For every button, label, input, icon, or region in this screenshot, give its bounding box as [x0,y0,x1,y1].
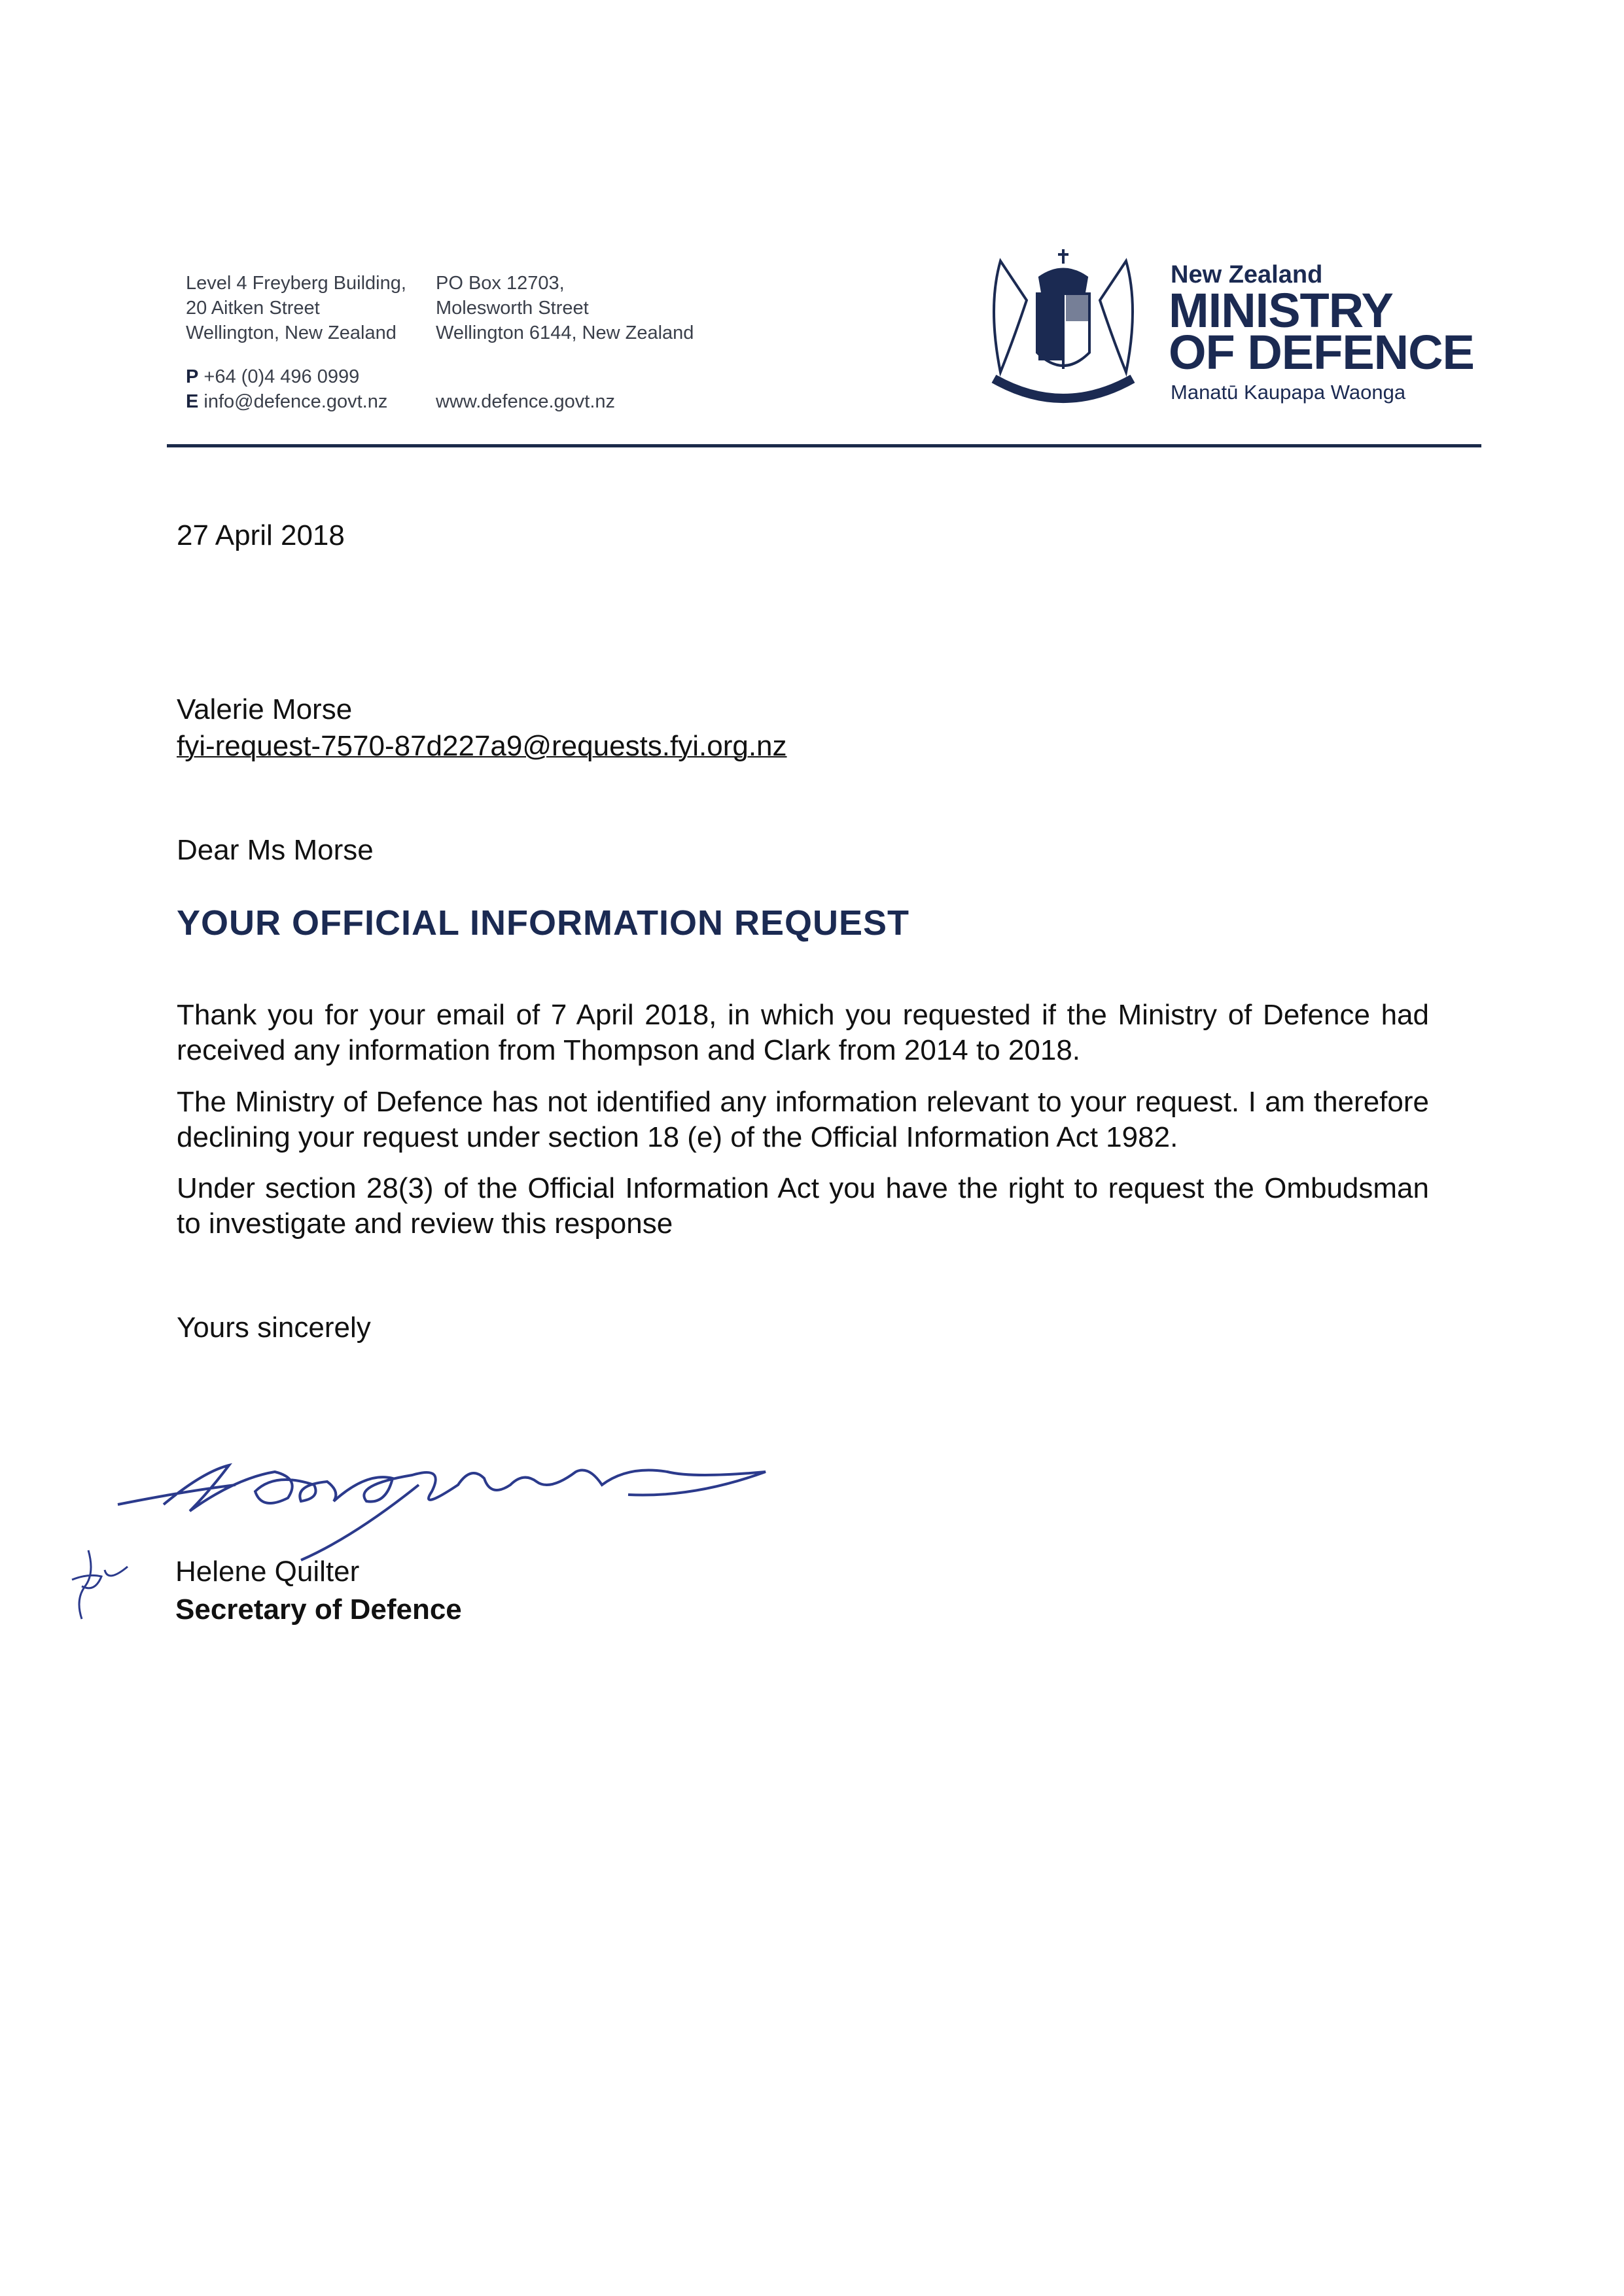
email-line [186,389,387,414]
coat-of-arms-icon [974,248,1152,411]
phone-number: +64 (0)4 496 0999 [203,366,360,387]
email-label: E [186,391,199,412]
brand-maori-name: Manatū Kaupapa Waonga [1171,381,1406,404]
address-line: Level 4 Freyberg Building, [186,273,406,294]
brand-country: New Zealand [1171,261,1323,288]
letter-date: 27 April 2018 [177,519,345,551]
address-line: Wellington, New Zealand [186,322,397,343]
address-line: Molesworth Street [436,298,589,319]
address-line: PO Box 12703, [436,273,565,294]
paragraph: Thank you for your email of 7 April 2018, in which you requested if the Ministry of Defence had received any information from Thompson and Clark from 2014 to 2018. [177,999,1429,1066]
brand-of-defence: OF DEFENCE [1169,325,1474,379]
address-line: Wellington 6144, New Zealand [436,322,694,343]
recipient-email-link[interactable]: fyi-request-7570-87d227a9@requests.fyi.org.nz [177,730,787,762]
contact-email[interactable]: info@defence.govt.nz [203,391,388,412]
signature-icon [105,1446,785,1570]
letter-heading: YOUR OFFICIAL INFORMATION REQUEST [177,903,909,943]
recipient-name: Valerie Morse [177,693,353,725]
salutation: Dear Ms Morse [177,834,374,866]
address-street [186,271,406,345]
paragraph: The Ministry of Defence has not identified any information relevant to your request. I am therefore declining your request under section 18 (e) of the Official Information Act 1982. [177,1086,1429,1153]
phone-label: P [186,366,199,387]
address-postal [436,271,694,345]
brand-ministry: MINISTRY [1169,283,1393,338]
address-line: 20 Aitken Street [186,298,320,319]
signatory-name: Helene Quilter [175,1556,360,1588]
signatory-title: Secretary of Defence [175,1593,462,1626]
website-link[interactable]: www.defence.govt.nz [436,391,616,412]
initials-icon [69,1547,141,1626]
phone-line [186,364,387,389]
paragraph: Under section 28(3) of the Official Information Act you have the right to request the Ombudsman to investigate and review this response [177,1172,1429,1240]
contact-details [186,364,387,414]
header-divider [167,444,1481,447]
closing: Yours sincerely [177,1312,371,1344]
